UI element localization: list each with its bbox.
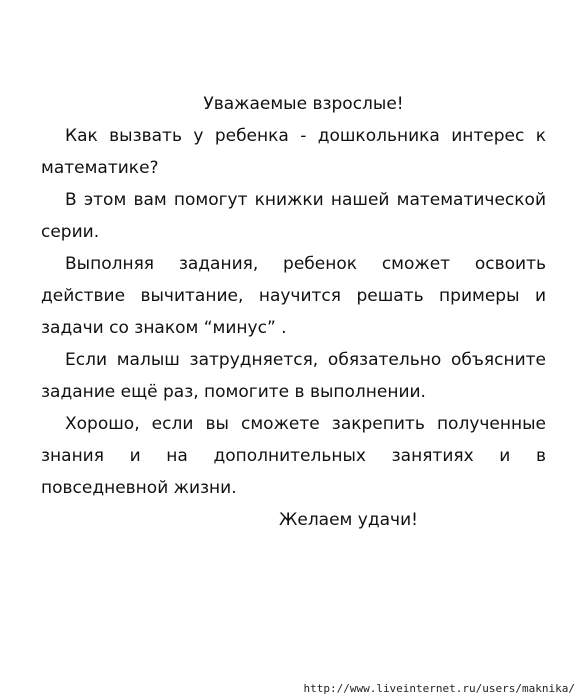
paragraph-reinforce: Хорошо, если вы сможете закрепить полученные знания и на дополнительных занятиях и в повседневной жизни. <box>41 414 546 498</box>
paragraph-series: В этом вам помогут книжки нашей математической серии. <box>41 190 546 242</box>
letter-heading: Уважаемые взрослые! <box>203 94 404 114</box>
paragraph-subtraction: Выполняя задания, ребенок сможет освоить действие вычитание, научится решать примеры и задачи со знаком “минус” . <box>41 254 546 338</box>
paragraph-interest: Как вызвать у ребенка - дошкольника интерес к математике? <box>41 126 546 178</box>
source-url-watermark: http://www.liveinternet.ru/users/maknika/ <box>303 682 575 695</box>
paragraph-difficulty: Если малыш затрудняется, обязательно объясните задание ещё раз, помогите в выполнении. <box>41 350 546 402</box>
letter-closing: Желаем удачи! <box>279 510 418 530</box>
letter-body <box>41 88 546 536</box>
